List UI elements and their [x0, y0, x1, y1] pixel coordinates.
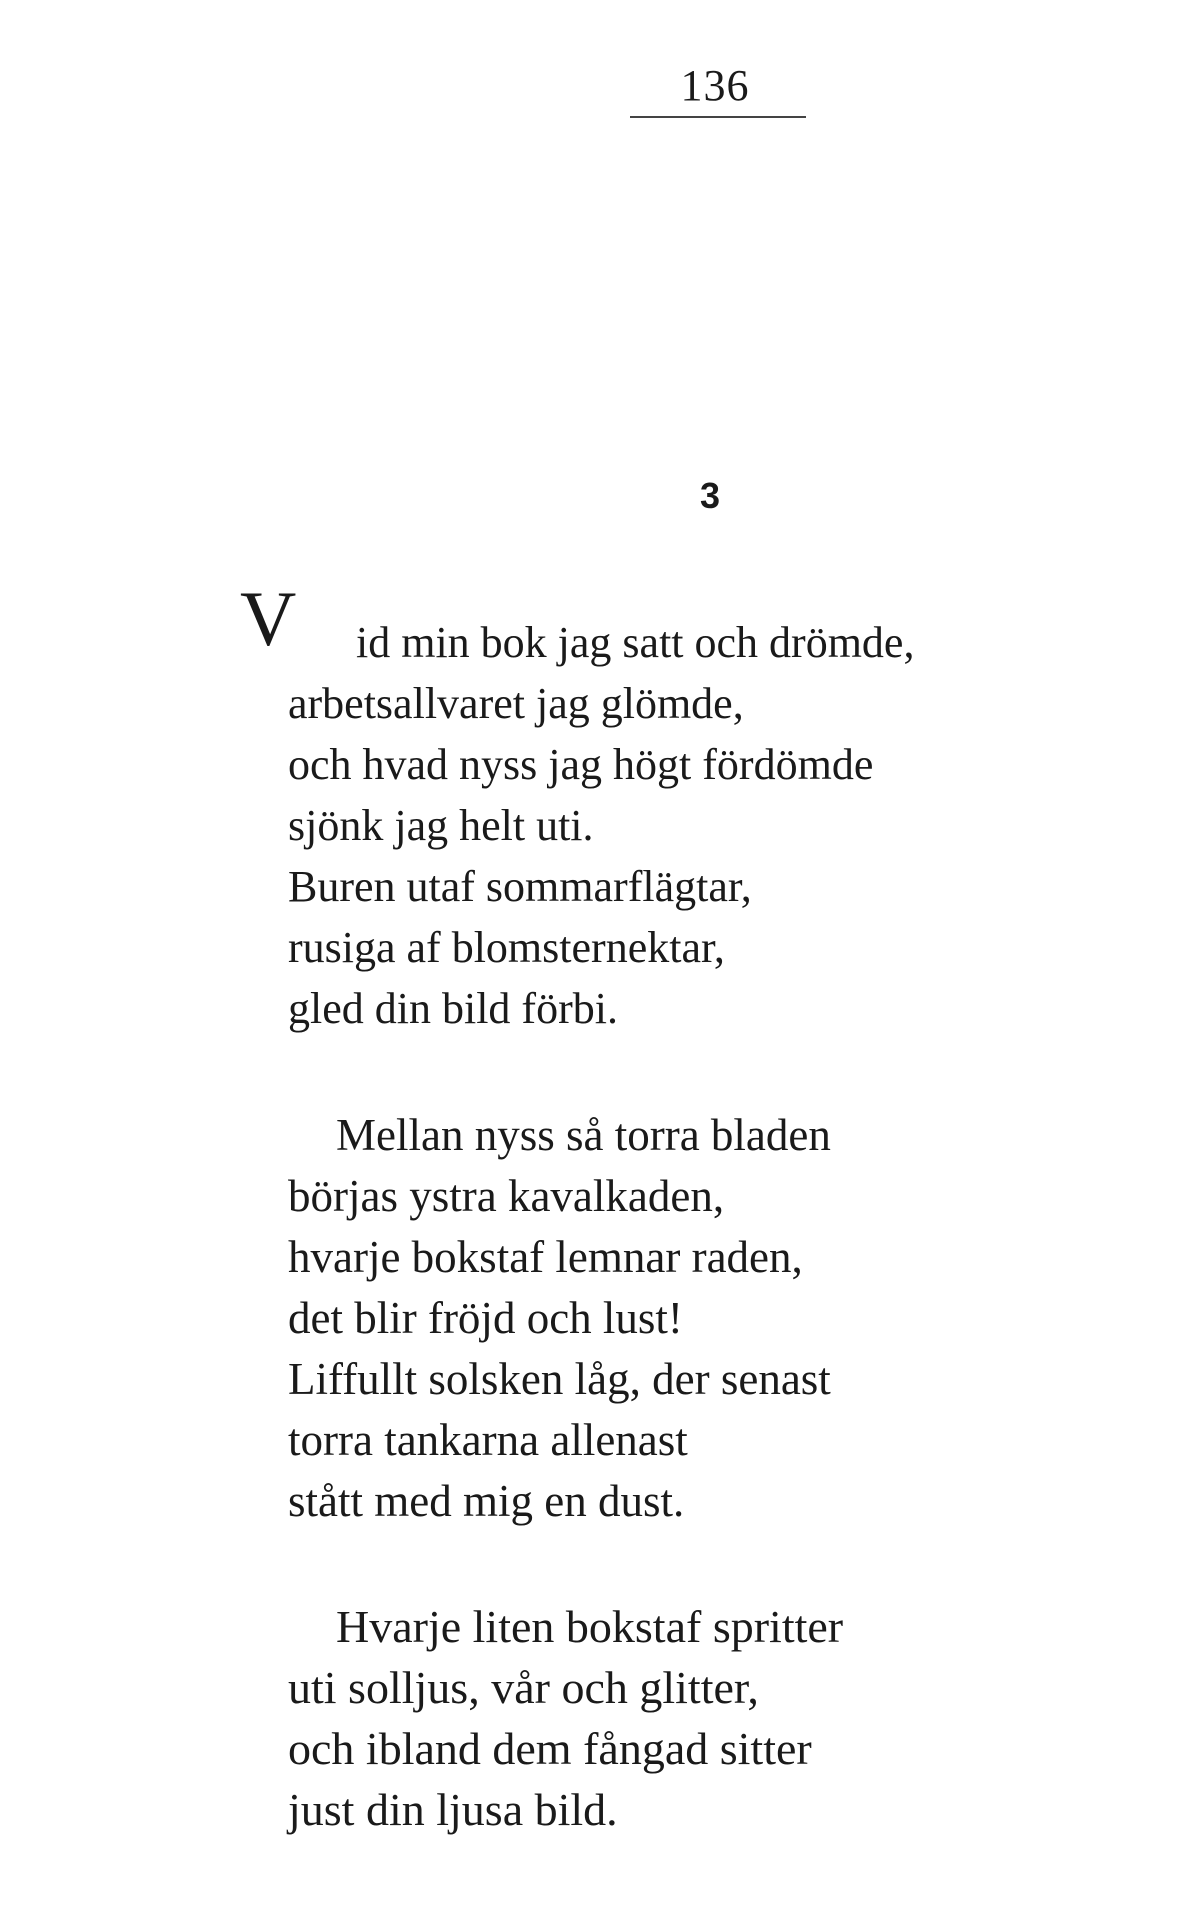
- poem-line: torra tankarna allenast: [288, 1415, 688, 1465]
- poem-number: 3: [699, 475, 721, 516]
- stanza-1: [288, 612, 914, 1039]
- poem-line: Liffullt solsken låg, der senast: [288, 1354, 831, 1404]
- poem-line: Buren utaf sommarflägtar,: [288, 862, 752, 911]
- page-number: 136: [680, 61, 750, 110]
- poem-line: sjönk jag helt uti.: [288, 801, 594, 850]
- poem-line: id min bok jag satt och drömde,: [356, 618, 915, 667]
- poem-line: och ibland dem fångad sitter: [288, 1723, 812, 1774]
- poem-line: hvarje bokstaf lemnar raden,: [288, 1232, 803, 1282]
- poem-line: uti solljus, vår och glitter,: [288, 1662, 759, 1713]
- poem-line: det blir fröjd och lust!: [288, 1293, 683, 1343]
- stanza-2: [288, 1105, 831, 1532]
- page-number-rule: [630, 116, 806, 118]
- stanza-3: [288, 1596, 843, 1840]
- poem-line: Mellan nyss så torra bladen: [336, 1110, 831, 1160]
- poem-line: börjas ystra kavalkaden,: [288, 1171, 725, 1221]
- poem-line: arbetsallvaret jag glömde,: [288, 679, 744, 728]
- poem-line: rusiga af blomsternektar,: [288, 923, 725, 972]
- poem-line: stått med mig en dust.: [288, 1476, 685, 1526]
- poem-line: gled din bild förbi.: [288, 984, 618, 1033]
- drop-cap: V: [240, 575, 297, 662]
- poem-line: och hvad nyss jag högt fördömde: [288, 740, 874, 789]
- poem-line: just din ljusa bild.: [288, 1784, 618, 1835]
- poem-line: Hvarje liten bokstaf spritter: [336, 1601, 844, 1652]
